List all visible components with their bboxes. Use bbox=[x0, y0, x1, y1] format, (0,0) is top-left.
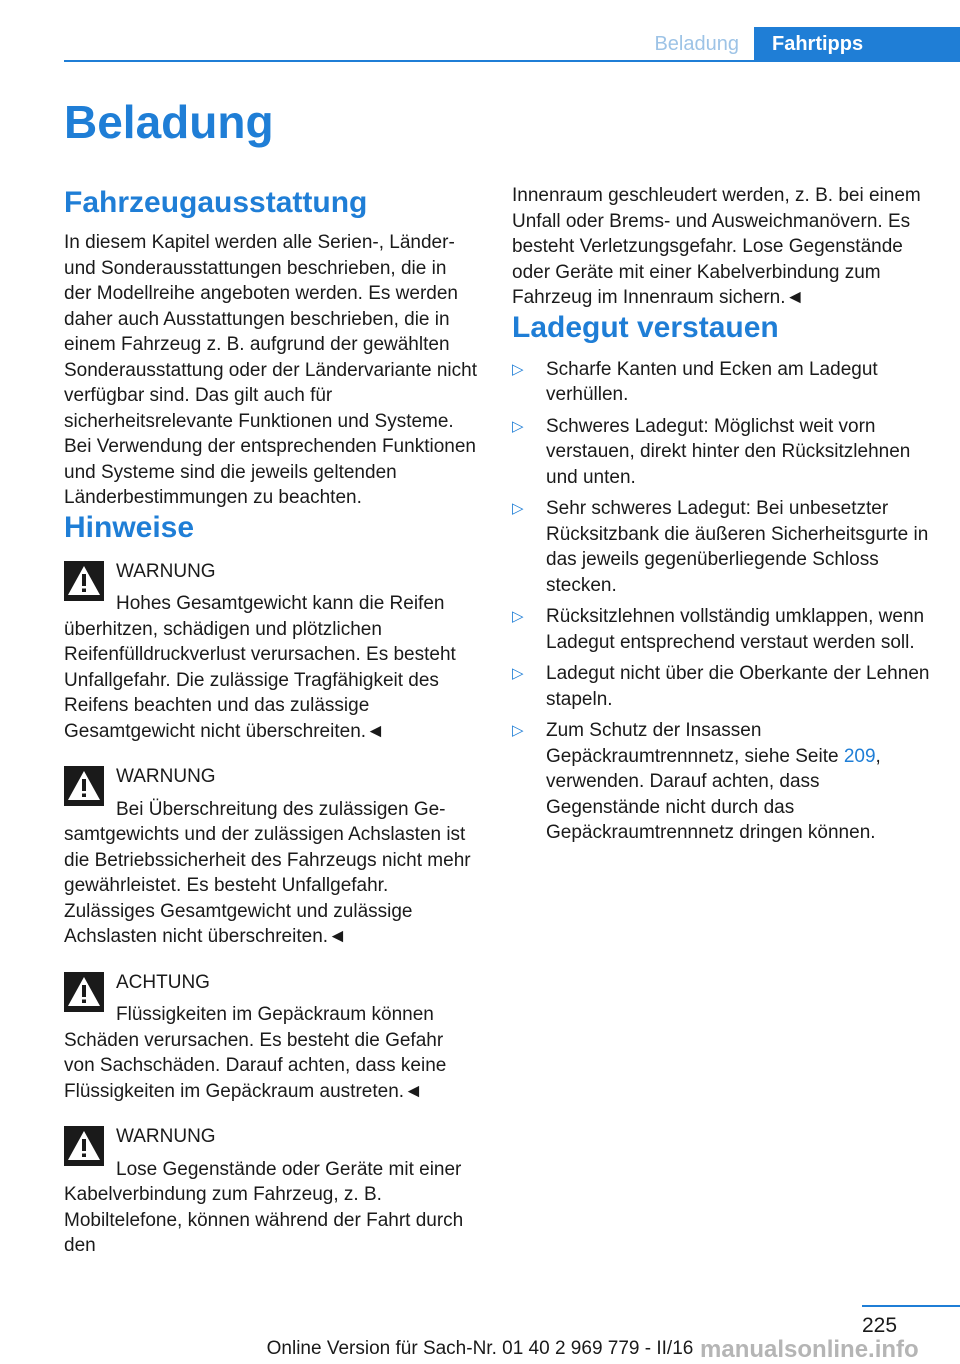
list-item bbox=[512, 604, 930, 655]
list-item-text: Scharfe Kanten und Ecken am Ladegut verhüllen. bbox=[546, 358, 878, 405]
heading-fahrzeugausstattung: Fahrzeugausstattung bbox=[64, 186, 368, 219]
page-title: Beladung bbox=[64, 96, 274, 148]
warning-label: WARNUNG bbox=[116, 560, 216, 582]
warning-triangle-icon bbox=[64, 766, 104, 806]
caution-text: Schäden verursachen. Es besteht die Gefahr von Sachschäden. Darauf achten, dass keine Flüssigkeiten im Gepäckraum austreten.◄ bbox=[64, 1029, 447, 1102]
caution-block bbox=[64, 970, 478, 1105]
warning-text-first: Hohes Gesamtgewicht kann die Reifen bbox=[116, 593, 445, 614]
bullet-triangle-icon: ▷ bbox=[512, 360, 524, 378]
warning-block bbox=[64, 764, 478, 950]
list-item-text-after: , verwenden. Darauf achten, dass Gegenstände nicht durch das Gepäckraumtrennnetz dringen können. bbox=[546, 745, 881, 843]
bullet-triangle-icon: ▷ bbox=[512, 417, 524, 435]
heading-hinweise: Hinweise bbox=[64, 510, 195, 544]
warning-block bbox=[64, 559, 478, 745]
warning-text: samtgewichts und der zulässigen Achslasten ist die Betriebssicherheit des Fahrzeugs nicht mehr gewährleistet. Es besteht Unfallgefahr. Zulässiges Gesamtgewicht und zulässige Achslasten nicht überschreiten.◄ bbox=[64, 824, 471, 947]
heading-ladegut-verstauen: Ladegut verstauen bbox=[512, 310, 779, 344]
warning-label: WARNUNG bbox=[116, 1126, 216, 1147]
bullet-triangle-icon: ▷ bbox=[512, 500, 524, 517]
watermark-text: manualsonline.info bbox=[700, 1336, 919, 1363]
list-item bbox=[512, 718, 930, 846]
list-item bbox=[512, 357, 930, 408]
page-reference-link[interactable]: 209 bbox=[843, 745, 876, 767]
caution-label: ACHTUNG bbox=[116, 971, 210, 993]
list-item bbox=[512, 414, 930, 491]
bullet-triangle-icon: ▷ bbox=[512, 722, 524, 739]
header-rule bbox=[64, 60, 960, 62]
fahrzeugausstattung-text: In diesem Kapitel werden alle Serien-, Länder- und Sonderausstattungen beschrieben, die in der Modellreihe angeboten werden. Es werden daher auch Ausstattungen beschrieben, die in einem Fahrzeug z. B. aufgrund der gewählten Sonderausstattung oder der Ländervariante nicht verfügbar sind. Das gilt auch für sicherheitsrelevante Funktionen und Systeme. Bei Verwendung der entsprechenden Funktionen und Systeme sind die jeweils geltenden Länderbestimmungen zu beachten. bbox=[64, 232, 477, 508]
bullet-triangle-icon: ▷ bbox=[512, 665, 524, 682]
footer-version-note: Online Version für Sach-Nr. 01 40 2 969 779 - II/16 bbox=[266, 1338, 694, 1359]
footer-rule bbox=[862, 1305, 960, 1307]
warning-text-first: Bei Überschreitung des zulässigen Ge- bbox=[116, 798, 446, 820]
warning-triangle-icon bbox=[64, 1126, 104, 1166]
header-tabs bbox=[639, 27, 960, 61]
tab-fahrtipps[interactable]: Fahrtipps bbox=[754, 27, 960, 61]
caution-text-first: Flüssigkeiten im Gepäckraum können bbox=[116, 1004, 434, 1025]
list-item-text: Sehr schweres Ladegut: Bei unbesetzter Rücksitzbank die äußeren Sicherheitsgurte in das jeweils gegenüberliegende Schloss stecken. bbox=[546, 498, 929, 596]
bullet-triangle-icon: ▷ bbox=[512, 608, 524, 625]
page-number: 225 bbox=[862, 1314, 898, 1337]
warning-text: überhitzen, schädigen und plötzlichen Reifenfülldruckverlust verursachen. Es besteht Unfallgefahr. Die zulässige Tragfähigkeit des Reifens beachten und das zulässige Gesamtgewicht nicht überschreiten.◄ bbox=[64, 618, 456, 742]
warning-block bbox=[64, 1124, 478, 1259]
caution-triangle-icon bbox=[64, 972, 104, 1012]
warning-triangle-icon bbox=[64, 561, 104, 601]
left-column bbox=[64, 186, 478, 1259]
list-item-text: Ladegut nicht über die Oberkante der Lehnen stapeln. bbox=[546, 663, 930, 710]
warning-text-first: Lose Gegenstände oder Geräte mit einer bbox=[116, 1158, 462, 1180]
list-item-text bbox=[546, 718, 930, 846]
list-item-text: Schweres Ladegut: Möglichst weit vorn verstauen, direkt hinter den Rücksitzlehnen und unten. bbox=[546, 415, 911, 488]
warning-continuation: Innenraum geschleudert werden, z. B. bei einem Unfall oder Brems- und Ausweichmanövern. Es besteht Verletzungsgefahr. Lose Gegenstände oder Geräte mit einer Kabelverbindung zum Fahrzeug im Innenraum sichern.◄ bbox=[512, 185, 921, 308]
warning-text: Kabelverbindung zum Fahrzeug, z. B. Mobiltelefone, können während der Fahrt durch den bbox=[64, 1184, 464, 1256]
right-column bbox=[512, 183, 930, 852]
tab-beladung[interactable]: Beladung bbox=[654, 33, 739, 55]
list-item bbox=[512, 661, 930, 712]
list-item-text: Rücksitzlehnen vollständig umklappen, wenn Ladegut entsprechend verstaut werden soll. bbox=[546, 606, 925, 653]
list-item-text-before: Zum Schutz der Insassen Gepäckraumtrennnetz, siehe Seite bbox=[546, 720, 844, 767]
ladegut-list bbox=[512, 357, 930, 846]
warning-label: WARNUNG bbox=[116, 766, 216, 787]
list-item bbox=[512, 496, 930, 598]
